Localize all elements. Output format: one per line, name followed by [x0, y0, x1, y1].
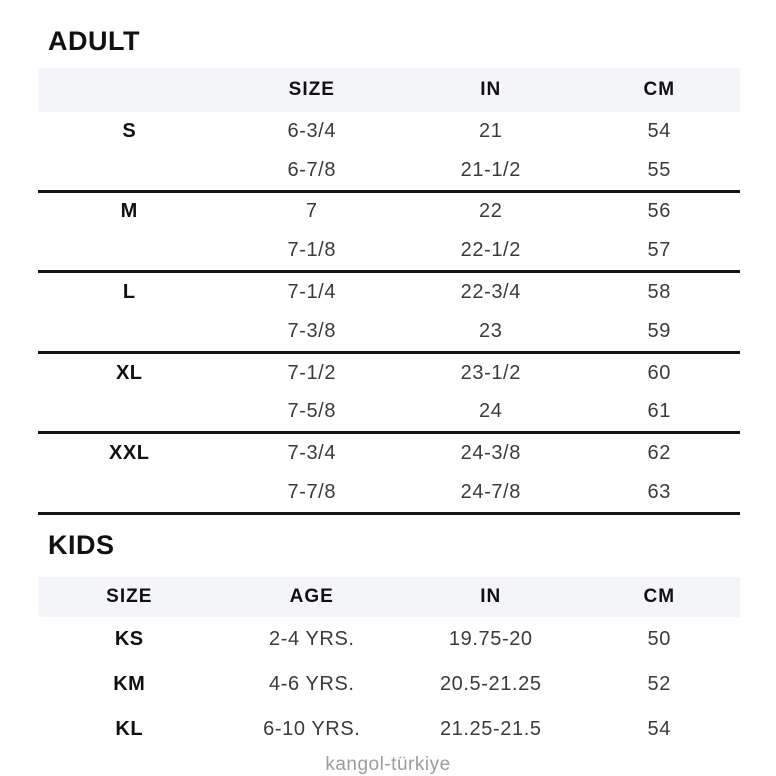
cm-cell: 55	[647, 158, 671, 181]
brand-watermark: kangol-türkiye	[325, 753, 451, 775]
table-row	[38, 662, 740, 707]
adult-table-header-row	[38, 68, 740, 112]
adult-size-group-m	[38, 193, 740, 274]
hat-size-cell: 6-3/4	[287, 119, 337, 142]
age-cell: 6-10 YRS.	[263, 717, 361, 740]
inches-cell: 24-3/8	[460, 442, 521, 465]
cm-cell: 59	[647, 319, 671, 342]
adult-col-header-in: IN	[480, 79, 502, 100]
table-row	[38, 354, 740, 393]
size-label-cell: XXL	[109, 442, 150, 465]
size-label-cell: KS	[114, 627, 144, 650]
table-row	[38, 707, 740, 752]
table-row	[38, 193, 740, 232]
adult-size-group-xl	[38, 354, 740, 435]
hat-size-cell: 7-1/4	[287, 281, 337, 304]
cm-cell: 58	[647, 281, 671, 304]
adult-col-header-cm: CM	[643, 79, 676, 100]
table-row	[38, 273, 740, 312]
inches-cell: 20.5-21.25	[439, 672, 542, 695]
age-cell: 2-4 YRS.	[268, 627, 355, 650]
inches-cell: 24-7/8	[460, 481, 521, 504]
hat-size-cell: 7-1/8	[287, 239, 337, 262]
cm-cell: 56	[647, 200, 671, 223]
kids-col-header-cm: CM	[643, 585, 676, 607]
table-row	[38, 312, 740, 351]
size-label-cell: KM	[113, 672, 146, 695]
adult-size-table	[38, 68, 740, 515]
hat-size-cell: 7-3/8	[287, 319, 337, 342]
inches-cell: 23-1/2	[460, 361, 521, 384]
inches-cell: 21-1/2	[460, 158, 521, 181]
cm-cell: 54	[647, 119, 671, 142]
inches-cell: 22-1/2	[460, 239, 521, 262]
hat-size-cell: 7-1/2	[287, 361, 337, 384]
cm-cell: 52	[647, 672, 671, 695]
kids-section-title: KIDS	[48, 529, 115, 560]
cm-cell: 62	[647, 442, 671, 465]
kids-col-header-size: SIZE	[106, 585, 153, 607]
size-label-cell: M	[120, 200, 138, 223]
hat-size-cell: 7-3/4	[287, 442, 337, 465]
cm-cell: 60	[647, 361, 671, 384]
age-cell: 4-6 YRS.	[268, 672, 355, 695]
inches-cell: 24	[479, 400, 503, 423]
adult-size-group-xxl	[38, 434, 740, 515]
size-label-cell: S	[122, 119, 137, 142]
adult-section-title: ADULT	[48, 26, 140, 56]
table-row	[38, 617, 740, 662]
cm-cell: 54	[647, 717, 671, 740]
hat-size-cell: 7	[305, 200, 318, 223]
adult-size-group-s	[38, 112, 740, 193]
table-row	[38, 393, 740, 432]
kids-size-table	[38, 577, 740, 752]
hat-size-cell: 7-5/8	[287, 400, 337, 423]
table-row	[38, 473, 740, 512]
table-row	[38, 151, 740, 190]
size-label-cell: XL	[115, 361, 143, 384]
cm-cell: 61	[647, 400, 671, 423]
inches-cell: 19.75-20	[448, 627, 533, 650]
adult-size-group-l	[38, 273, 740, 354]
table-row	[38, 231, 740, 270]
size-label-cell: KL	[115, 717, 144, 740]
adult-col-header-size: SIZE	[288, 79, 335, 100]
kids-col-header-in: IN	[480, 585, 502, 607]
inches-cell: 22-3/4	[460, 281, 521, 304]
inches-cell: 21	[479, 119, 503, 142]
inches-cell: 23	[479, 319, 503, 342]
hat-size-cell: 6-7/8	[287, 158, 337, 181]
cm-cell: 57	[647, 239, 671, 262]
cm-cell: 63	[647, 481, 671, 504]
size-label-cell: L	[122, 281, 136, 304]
cm-cell: 50	[647, 627, 671, 650]
kids-col-header-age: AGE	[289, 585, 334, 607]
kids-table-header-row	[38, 577, 740, 617]
table-row	[38, 112, 740, 151]
inches-cell: 21.25-21.5	[439, 717, 542, 740]
inches-cell: 22	[479, 200, 503, 223]
table-row	[38, 434, 740, 473]
hat-size-cell: 7-7/8	[287, 481, 337, 504]
